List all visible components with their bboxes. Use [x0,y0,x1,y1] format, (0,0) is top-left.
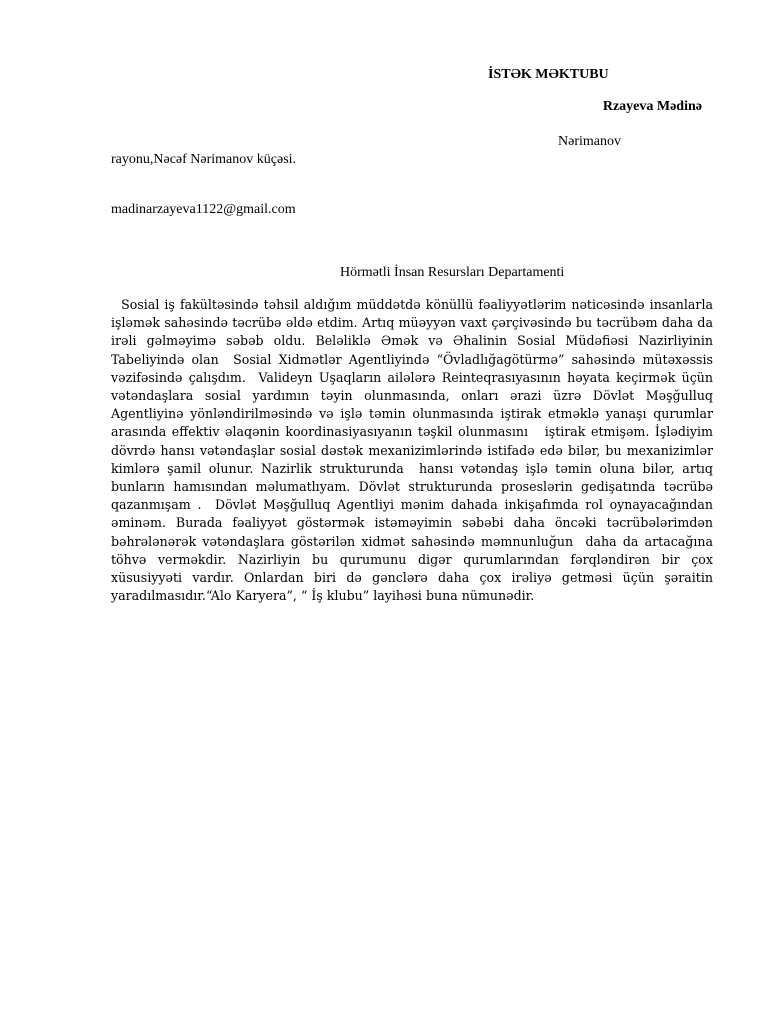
sender-name: Rzayeva Mədinə [602,99,702,114]
sender-email: madinarzayeva1122@gmail.com [111,202,296,217]
sender-address-line1: Nərimanov [558,134,621,149]
letter-body: Sosial iş fakültəsində təhsil aldığım müddətdə könüllü fəaliyyətlərim nəticəsində insanlarla işləmək sahəsində təcrübə əldə etdim. Artıq müəyyən vaxt çərçivəsində bu təcrübəm daha da irəli gəlməyimə səbəb oldu. Beləliklə Əmək və Əhalinin Sosial Müdəfiəsi Nazirliyinin Tabeliyində olan Sosial Xidmətlər Agentliyində “Övladlığagötürmə” sahəsində mütəxəssis vəzifəsində çalışdım. Valideyn Uşaqların ailələrə Reinteqrasıyasının həyata keçirmək üçün vətəndaşlara sosial yardımın təyin olunmasında, onları ərazi üzrə Dövlət Məşğulluq Agentliyinə yönləndirilməsində və işlə təmin olunmasında iştirak etməklə yanaşı qurumlar arasında effektiv əlaqənin koordinasiyasıyanın təşkil olunmasını iştirak etmişəm. İşlədiyim dövrdə hansı vətəndaşlar sosial dəstək mexanizimlərində istifadə edə bilər, bu mexanizimlər kimlərə şamil olunur. Nazirlik strukturunda hansı vətəndaş işlə təmin oluna bilər, artıq bunların hamısından məlumatlıyam. Dövlət strukturunda proseslərin gedişatında təcrübə qazanmışam . Dövlət Məşğulluq Agentliyi mənim dahada inkişafımda rol oynayacağından əminəm. Burada fəaliyyət göstərmək istəməyimin səbəbi daha öncəki təcrübələrimdən bəhrələnərək vətəndaşlara göstərilən xidmət sahəsində məmnunluğun daha da artacağına töhvə verməkdir. Nazirliyin bu qurumunu digər qurumlarından fərqləndirən bir çox xüsusiyyəti vardır. Onlardan biri də gənclərə daha çox irəliyə getməsi üçün şəraitin yaradılmasıdır.“Alo Karyera”, “ İş klubu” layihəsi buna nümunədir. [111,297,718,604]
recipient-greeting: Hörmətli İnsan Resursları Departamenti [340,265,565,280]
letter-title: İSTƏK MƏKTUBU [488,67,609,82]
sender-address-line2: rayonu,Nəcəf Nərimanov küçəsi. [111,152,297,167]
